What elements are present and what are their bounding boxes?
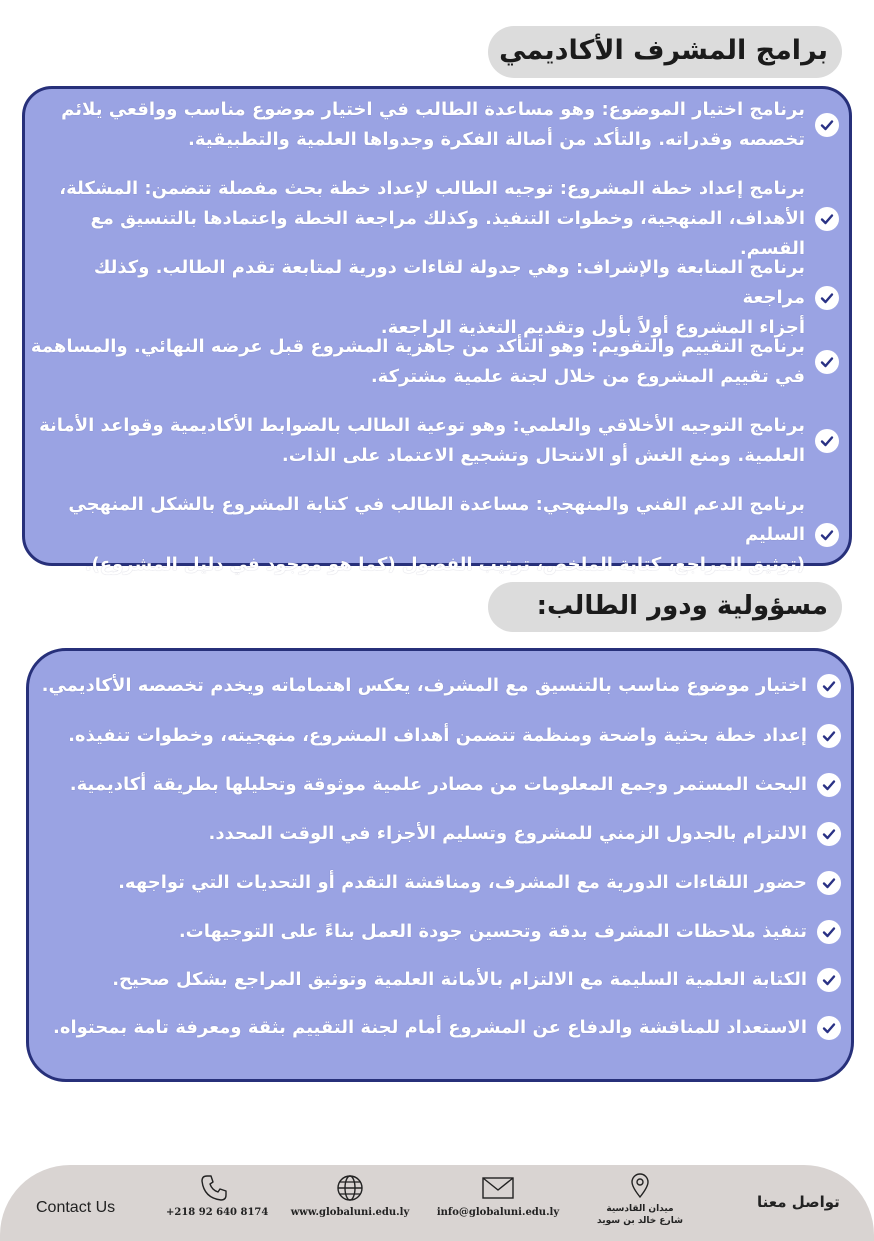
contact-us-arabic: تواصل معنا — [757, 1193, 840, 1211]
mail-icon — [481, 1173, 515, 1203]
check-icon — [817, 968, 841, 992]
check-icon — [815, 523, 839, 547]
email-link[interactable]: info@globaluni.edu.ly — [436, 1207, 560, 1218]
item-text: تنفيذ ملاحظات المشرف بدقة وتحسين جودة العمل بناءً على التوجيهات. — [178, 921, 807, 942]
list-item — [27, 332, 839, 392]
item-text: اختيار موضوع مناسب بالتنسيق مع المشرف، يعكس اهتماماته ويخدم تخصصه الأكاديمي. — [41, 675, 807, 696]
list-item — [27, 490, 839, 580]
item-text: البحث المستمر وجمع المعلومات من مصادر علمية موثوقة وتحليلها بطريقة أكاديمية. — [69, 774, 807, 795]
footer — [0, 1165, 874, 1241]
email-contact[interactable] — [436, 1173, 560, 1218]
list-item — [29, 965, 841, 995]
supervisor-programs-panel — [22, 86, 852, 575]
item-line: في تقييم المشروع من خلال لجنة علمية مشتركة. — [370, 366, 805, 387]
phone-number: +218 92 640 8174 — [166, 1207, 269, 1218]
item-text: الالتزام بالجدول الزمني للمشروع وتسليم الأجزاء في الوقت المحدد. — [208, 823, 807, 844]
item-line: الأهداف، المنهجية، وخطوات التنفيذ. وكذلك مراجعة الخطة واعتمادها بالتنسيق مع القسم. — [90, 208, 805, 259]
item-line: برنامج اختيار الموضوع: وهو مساعدة الطالب في اختيار موضوع مناسب وواقعي يلائم — [61, 99, 805, 120]
item-text: إعداد خطة بحثية واضحة ومنظمة تتضمن أهداف المشروع، منهجيته، وخطوات تنفيذه. — [68, 725, 807, 746]
check-icon — [817, 920, 841, 944]
item-text: الكتابة العلمية السليمة مع الالتزام بالأمانة العلمية وتوثيق المراجع بشكل صحيح. — [112, 969, 807, 990]
list-item — [29, 819, 841, 849]
section2-title: مسؤولية ودور الطالب: — [488, 582, 842, 632]
check-icon — [815, 429, 839, 453]
address-line1: ميدان القادسية — [606, 1204, 674, 1214]
address-line2: شارع خالد بن سويد — [597, 1216, 683, 1226]
list-item — [29, 770, 841, 800]
check-icon — [815, 207, 839, 231]
section1-title: برامج المشرف الأكاديمي — [488, 26, 842, 78]
item-line: العلمية. ومنع الغش أو الانتحال وتشجيع الاعتماد على الذات. — [281, 445, 805, 466]
phone-contact[interactable] — [166, 1173, 269, 1218]
list-item — [29, 671, 841, 701]
item-line: برنامج إعداد خطة المشروع: توجيه الطالب لإعداد خطة بحث مفصلة تتضمن: المشكلة، — [59, 178, 805, 199]
phone-icon — [199, 1173, 229, 1203]
item-line: برنامج التقييم والتقويم: وهو التأكد من جاهزية المشروع قبل عرضه النهائي. والمساهمة — [30, 336, 805, 357]
check-icon — [817, 1016, 841, 1040]
item-line: برنامج التوجيه الأخلاقي والعلمي: وهو توعية الطالب بالضوابط الأكاديمية وقواعد الأمانة — [39, 415, 805, 436]
list-item — [29, 868, 841, 898]
globe-icon — [335, 1173, 365, 1203]
item-line: (توثيق المراجع، كتابة الملخص، ترتيب الفصول (كما هو موجود في دليل المشروع). — [84, 554, 805, 575]
check-icon — [815, 113, 839, 137]
check-icon — [817, 822, 841, 846]
list-item — [29, 721, 841, 751]
list-item — [29, 917, 841, 947]
list-item — [27, 253, 839, 343]
website-link[interactable]: www.globaluni.edu.ly — [290, 1207, 410, 1218]
check-icon — [817, 773, 841, 797]
check-icon — [817, 674, 841, 698]
check-icon — [815, 286, 839, 310]
item-text: حضور اللقاءات الدورية مع المشرف، ومناقشة التقدم أو التحديات التي تواجهه. — [118, 872, 807, 893]
item-line: تخصصه وقدراته. والتأكد من أصالة الفكرة وجدواها العلمية والتطبيقية. — [188, 129, 805, 150]
item-line: برنامج المتابعة والإشراف: وهي جدولة لقاءات دورية لمتابعة تقدم الطالب. وكذلك مراجعة — [93, 257, 805, 308]
address-contact — [590, 1173, 690, 1227]
item-line: أجزاء المشروع أولاً بأول وتقديم التغذية الراجعة. — [380, 317, 805, 338]
item-line: برنامج الدعم الفني والمنهجي: مساعدة الطالب في كتابة المشروع بالشكل المنهجي السليم — [68, 494, 805, 545]
student-responsibility-panel — [26, 648, 854, 1082]
location-pin-icon — [629, 1173, 651, 1199]
check-icon — [817, 871, 841, 895]
list-item — [27, 174, 839, 264]
list-item — [27, 95, 839, 155]
list-item — [27, 411, 839, 471]
check-icon — [815, 350, 839, 374]
contact-us-label: Contact Us — [36, 1199, 116, 1216]
list-item — [29, 1013, 841, 1043]
check-icon — [817, 724, 841, 748]
website-contact[interactable] — [290, 1173, 410, 1218]
item-text: الاستعداد للمناقشة والدفاع عن المشروع أمام لجنة التقييم بثقة ومعرفة تامة بمحتواه. — [53, 1017, 807, 1038]
